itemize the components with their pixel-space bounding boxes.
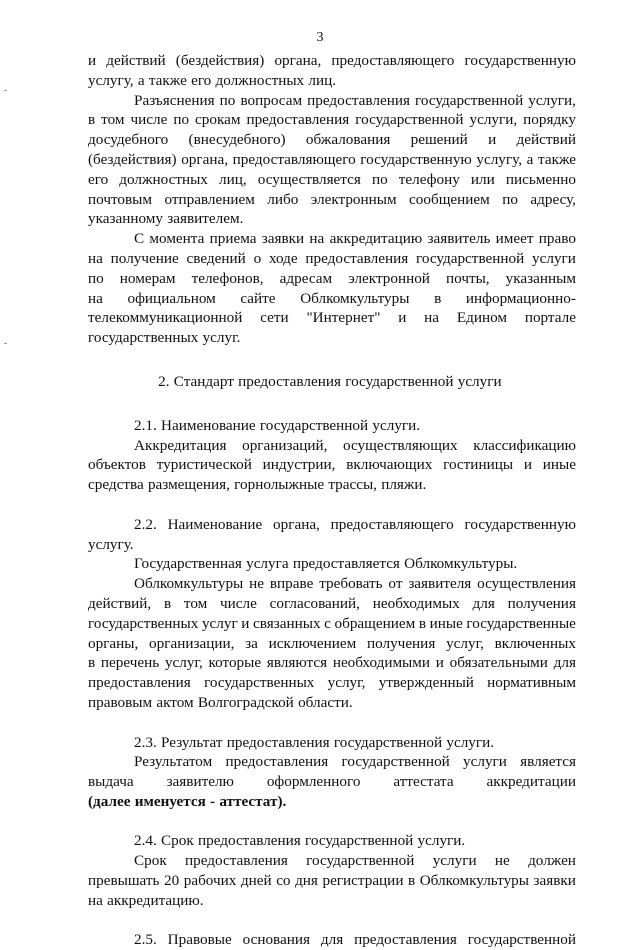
word: телефонов, [191, 269, 264, 287]
word: аттестата [393, 773, 454, 791]
text-line [88, 170, 576, 190]
word: почтовым [88, 190, 152, 208]
word: обязательными [449, 654, 548, 672]
word: Разъяснения [134, 91, 215, 109]
word: и [435, 654, 444, 672]
word: лиц. [308, 71, 337, 89]
word: 2.2. [134, 515, 157, 533]
word: а [137, 71, 145, 89]
word: досудебного [88, 131, 169, 149]
word: решений [410, 131, 468, 149]
word: заявки [261, 230, 305, 248]
text-line [88, 673, 576, 693]
word: порядку [523, 111, 576, 129]
word: Стандарт [173, 372, 234, 390]
word: Облкомкультуры. [404, 555, 518, 573]
text-line [88, 328, 576, 348]
word: которые [208, 654, 262, 672]
word: и [398, 309, 407, 327]
word: телефону [398, 170, 460, 188]
word: Государственная [134, 555, 242, 573]
spacer [88, 392, 576, 416]
word: государственной [341, 753, 450, 771]
word: должен [528, 852, 576, 870]
word: Срок [161, 832, 194, 850]
paragraph [88, 372, 576, 392]
word: классификацию [473, 436, 576, 454]
word: получения [366, 634, 436, 652]
word: информационно- [465, 289, 576, 307]
word: (внесудебного) [188, 131, 286, 149]
paragraph [88, 554, 576, 574]
word: государственной [345, 372, 454, 390]
word: индустрии, [262, 456, 336, 474]
word: почты, [446, 269, 490, 287]
word: услуги [457, 372, 502, 390]
word: заявителем. [167, 210, 244, 228]
word: государственной [415, 91, 524, 109]
word: (бездействия) [175, 52, 265, 69]
word: включающих [346, 456, 433, 474]
word: государственной [259, 416, 369, 434]
text-line [88, 634, 576, 654]
word: органа, [274, 52, 322, 69]
word: ходе [268, 249, 298, 267]
word: приема [209, 230, 257, 248]
paragraph [88, 851, 576, 910]
text-line [88, 249, 576, 269]
word: гостиницы [443, 456, 514, 474]
word: утвержденный [378, 674, 474, 692]
word: 2. [158, 372, 170, 390]
word: электронным [310, 190, 397, 208]
word: за [245, 634, 258, 652]
word: Результат [161, 733, 223, 751]
word: услуг [201, 614, 238, 632]
word: является [520, 753, 576, 771]
word: телекоммуникационной [88, 309, 243, 327]
word: по [173, 111, 190, 129]
text-line [88, 308, 576, 328]
word: не [494, 852, 510, 870]
word: 2.3. [134, 733, 157, 751]
text-line [88, 436, 576, 456]
spacer [88, 812, 576, 832]
word: заявителю [166, 773, 234, 791]
word: услуг, [327, 674, 366, 692]
word: государственную [464, 515, 576, 533]
word: включенных [494, 634, 576, 652]
word: предоставления [185, 852, 288, 870]
word: государственной [305, 832, 414, 850]
text-line [88, 891, 576, 911]
word: обращением [334, 614, 416, 632]
word: связанных [253, 614, 321, 632]
word: услуг. [202, 329, 241, 347]
text-line [88, 851, 576, 871]
word: согласований, [269, 594, 360, 612]
word: основания [242, 931, 311, 949]
word: дня [295, 872, 318, 890]
word: услуги, [469, 111, 518, 129]
text-line [88, 792, 576, 812]
word: также [538, 150, 576, 168]
word: перечень [100, 654, 160, 672]
paragraph [88, 51, 576, 91]
word: предоставляющего [232, 150, 356, 168]
word: для [320, 931, 344, 949]
text-line [88, 871, 576, 891]
word: заявителя [408, 575, 472, 593]
word: числе [220, 594, 257, 612]
text-line [88, 229, 576, 249]
text-line [88, 51, 576, 71]
text-line [88, 269, 576, 289]
word: регистрации [322, 872, 404, 890]
word: государственных [88, 329, 199, 347]
word: необходимых [372, 594, 460, 612]
word: право [538, 230, 576, 248]
word: рабочих [183, 872, 237, 890]
spacer [88, 911, 576, 931]
word: указанным [505, 269, 576, 287]
word: государственной [333, 733, 443, 751]
word: (бездействия) [88, 150, 177, 168]
word: предоставляется [292, 555, 400, 573]
word: том [183, 594, 208, 612]
word: услуг, [446, 634, 484, 652]
word: государственной [416, 249, 525, 267]
text-line [88, 91, 576, 111]
word: услуги. [417, 832, 466, 850]
word: действий [106, 52, 166, 69]
word: государственные [466, 614, 576, 632]
word: вправе [269, 575, 314, 593]
word: заявки [533, 872, 576, 890]
word: сообщением [409, 190, 490, 208]
word: также [148, 71, 187, 89]
word: организаций, [242, 436, 328, 454]
word: по [219, 91, 236, 109]
word: сети [260, 309, 289, 327]
paragraph [88, 752, 576, 811]
word: государственную [360, 150, 472, 168]
text-line [88, 772, 576, 792]
text-line [88, 209, 576, 229]
text-line [88, 71, 576, 91]
word: "Интернет" [306, 309, 381, 327]
text-line [88, 110, 576, 130]
word: либо [267, 190, 299, 208]
text-line [88, 653, 576, 673]
text-line [88, 515, 576, 535]
word: получение [110, 249, 179, 267]
text-line [88, 594, 576, 614]
word: для [553, 654, 576, 672]
word: Срок [134, 852, 167, 870]
text-line [88, 554, 576, 574]
text-line [88, 831, 576, 851]
word: в [163, 594, 172, 612]
word: услугу, [476, 150, 522, 168]
word: услуги. [372, 416, 421, 434]
word: являются [266, 654, 328, 672]
word: в [88, 654, 96, 672]
word: объектов [88, 456, 146, 474]
word: организации, [149, 634, 235, 652]
word: и [241, 614, 250, 632]
word: предоставления [226, 733, 330, 751]
word: действий [516, 131, 576, 149]
word: не [249, 575, 264, 593]
word: лиц, [218, 170, 247, 188]
word: С [134, 230, 145, 248]
word: туристической [156, 456, 252, 474]
word: момента [149, 230, 205, 248]
word: органа, [181, 150, 229, 168]
word: по [88, 269, 104, 287]
word: осуществляющих [343, 436, 458, 454]
word: аккредитацию [329, 230, 423, 248]
word: Волгоградской [197, 693, 294, 711]
paragraph [88, 574, 576, 713]
word: указанному [88, 210, 163, 228]
word: Наименование [161, 416, 256, 434]
word: горнолыжные [234, 476, 325, 494]
text-line [88, 130, 576, 150]
word: государственной [467, 931, 576, 949]
word: 20 [164, 872, 180, 890]
word: превышать [88, 872, 160, 890]
word: предоставляющего [330, 515, 454, 533]
word: (далее [88, 792, 131, 810]
word: номерам [119, 269, 176, 287]
text-line [88, 574, 576, 594]
word: актом [156, 693, 194, 711]
word: нормативным [487, 674, 576, 692]
word: официальном [127, 289, 216, 307]
text-line [88, 752, 576, 772]
word: услуги [532, 249, 576, 267]
text-line [88, 614, 576, 634]
word: вопросам [240, 91, 303, 109]
word: Аккредитация [134, 436, 227, 454]
word: требовать [319, 575, 383, 593]
paragraph [88, 515, 576, 555]
word: а [526, 150, 534, 168]
word: получения [507, 594, 576, 612]
word: услуг, [164, 654, 203, 672]
word: по [502, 190, 518, 208]
word: и [488, 131, 497, 149]
paragraph [88, 930, 576, 950]
word: числе [130, 111, 168, 129]
word: - [210, 792, 216, 810]
word: должностных [119, 170, 208, 188]
document-body [88, 51, 576, 950]
word: Облкомкультуры [134, 575, 244, 593]
word: услуги. [446, 733, 495, 751]
word: его [88, 170, 109, 188]
spacer [88, 348, 576, 372]
word: иные [542, 456, 576, 474]
word: и [88, 52, 97, 69]
word: в [408, 872, 416, 890]
word: государственных [88, 614, 199, 632]
spacer [88, 713, 576, 733]
word: осуществления [477, 575, 576, 593]
word: сайте [240, 289, 276, 307]
paragraph [88, 436, 576, 495]
word: Облкомкультуры [300, 289, 410, 307]
word: срокам [195, 111, 241, 129]
word: Правовые [167, 931, 232, 949]
word: должностных [215, 71, 305, 89]
word: заявитель [427, 230, 491, 248]
word: в [434, 289, 442, 307]
text-line [88, 475, 576, 495]
paragraph [88, 229, 576, 348]
word: аттестат). [219, 792, 287, 810]
word: на [424, 309, 440, 327]
word: отправлением [164, 190, 255, 208]
spacer [88, 495, 576, 515]
word: 2.5. [134, 931, 157, 949]
word: предоставления [354, 931, 457, 949]
word: электронной [348, 269, 430, 287]
word: услугу. [88, 535, 134, 553]
text-line [88, 535, 576, 555]
text-line [88, 150, 576, 170]
word: государственной [306, 852, 415, 870]
word: необходимыми [332, 654, 431, 672]
word: услуга [246, 555, 289, 573]
paragraph [88, 91, 576, 230]
word: иные [429, 614, 463, 632]
word: аккредитации [486, 773, 576, 791]
word: со [276, 872, 291, 890]
word: государственных [204, 674, 315, 692]
word: или [470, 170, 495, 188]
word: государственную [464, 52, 576, 69]
word: его [191, 71, 212, 89]
word: письменно [505, 170, 576, 188]
word: предоставления [225, 753, 329, 771]
word: Наименование [167, 515, 263, 533]
word: от [388, 575, 403, 593]
word: предоставления [197, 832, 301, 850]
word: 2.4. [134, 832, 157, 850]
word: оформленного [266, 773, 361, 791]
word: предоставления [246, 111, 350, 129]
text-line [88, 733, 576, 753]
text-line [88, 416, 576, 436]
word: сведений [186, 249, 246, 267]
word: Едином [456, 309, 508, 327]
word: портале [524, 309, 576, 327]
paragraph [88, 733, 576, 753]
word: именуется [134, 792, 206, 810]
word: адресу, [530, 190, 576, 208]
word: обжалования [305, 131, 391, 149]
word: исключением [268, 634, 357, 652]
paragraph [88, 416, 576, 436]
word: дней [240, 872, 272, 890]
word: на [88, 249, 103, 267]
word: области. [298, 693, 353, 711]
word: о [253, 249, 262, 267]
word: по [371, 170, 388, 188]
margin-mark [4, 90, 7, 91]
word: адресам [279, 269, 333, 287]
word: пляжи. [381, 476, 427, 494]
word: услугу, [88, 71, 134, 89]
word: на [88, 289, 103, 307]
word: услуги [432, 852, 477, 870]
word: предоставления [305, 249, 409, 267]
margin-mark [4, 343, 7, 344]
word: услуги [463, 753, 507, 771]
text-line [88, 289, 576, 309]
word: предоставления [238, 372, 341, 390]
page-number: 3 [316, 30, 324, 45]
word: для [472, 594, 495, 612]
word: имеет [495, 230, 534, 248]
paragraph [88, 831, 576, 851]
word: на [88, 891, 103, 909]
word: Облкомкультуры [419, 872, 529, 890]
word: государственной [355, 111, 464, 129]
word: размещения, [147, 476, 230, 494]
word: на [309, 230, 325, 248]
word: осуществляется [257, 170, 361, 188]
word: в [88, 111, 96, 129]
word: действий, [88, 594, 152, 612]
word: средства [88, 476, 144, 494]
text-line [88, 190, 576, 210]
word: аккредитацию. [107, 891, 204, 909]
word: услуги, [528, 91, 576, 109]
word: предоставляющего [331, 52, 455, 69]
text-line [88, 455, 576, 475]
word: трассы, [328, 476, 377, 494]
text-line [88, 372, 576, 392]
word: 2.1. [134, 416, 157, 434]
word: с [324, 614, 331, 632]
word: органы, [88, 634, 139, 652]
text-line [88, 930, 576, 950]
word: в [418, 614, 426, 632]
text-line [88, 693, 576, 713]
word: Результатом [134, 753, 213, 771]
word: предоставления [88, 674, 191, 692]
word: правовым [88, 693, 153, 711]
word: том [101, 111, 125, 129]
word: предоставления [307, 91, 410, 109]
word: органа, [273, 515, 320, 533]
word: и [523, 456, 532, 474]
word: выдача [88, 773, 134, 791]
